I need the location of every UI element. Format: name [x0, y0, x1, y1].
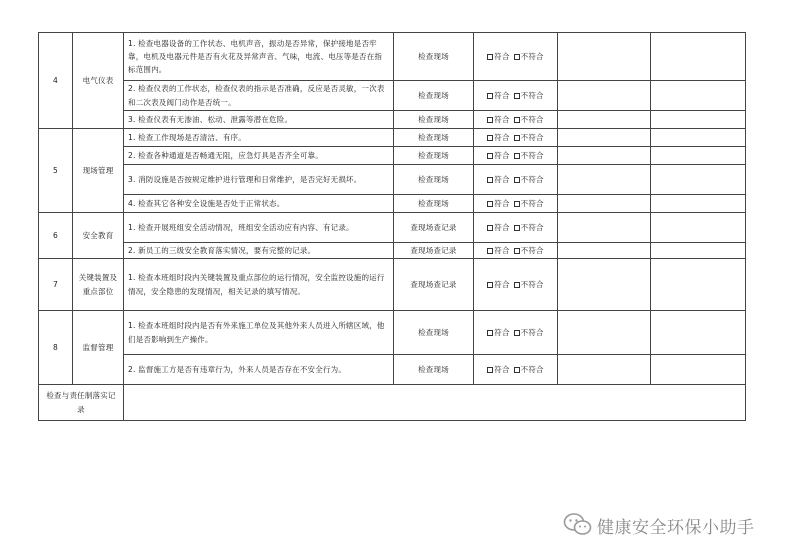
blank-cell[interactable]	[651, 129, 746, 147]
pass-checkbox-icon[interactable]	[487, 135, 493, 141]
pass-label: 符合	[494, 51, 510, 61]
item-number: 8	[39, 311, 73, 385]
check-content: 1. 检查工作现场是否清洁、有序。	[124, 129, 394, 147]
item-project: 关键装置及重点部位	[73, 259, 124, 311]
result-options	[474, 129, 558, 147]
blank-cell[interactable]	[558, 259, 651, 311]
fail-checkbox-icon[interactable]	[514, 135, 520, 141]
blank-cell[interactable]	[558, 147, 651, 165]
result-options	[474, 311, 558, 355]
check-method: 检查现场	[394, 147, 474, 165]
pass-label: 符合	[494, 174, 510, 184]
pass-label: 符合	[494, 222, 510, 232]
fail-label: 不符合	[520, 174, 544, 184]
check-method: 检查现场	[394, 165, 474, 195]
table-row	[39, 259, 746, 311]
pass-checkbox-icon[interactable]	[487, 54, 493, 60]
option-fail[interactable]	[514, 223, 544, 232]
blank-cell[interactable]	[558, 33, 651, 81]
table-row	[39, 355, 746, 385]
option-fail[interactable]	[514, 133, 544, 142]
check-content: 2. 监督施工方是否有违章行为，外来人员是否存在不安全行为。	[124, 355, 394, 385]
check-content: 2. 新员工的三级安全教育落实情况，要有完整的记录。	[124, 243, 394, 259]
option-fail[interactable]	[514, 246, 544, 255]
blank-cell[interactable]	[558, 195, 651, 213]
result-options	[474, 213, 558, 243]
fail-checkbox-icon[interactable]	[514, 248, 520, 254]
option-fail[interactable]	[514, 199, 544, 208]
check-content: 2. 检查各种通道是否畅通无阻，应急灯具是否齐全可靠。	[124, 147, 394, 165]
option-fail[interactable]	[514, 151, 544, 160]
table-row	[39, 311, 746, 355]
fail-checkbox-icon[interactable]	[514, 330, 520, 336]
check-content: 1. 检查本班组时段内是否有外来施工单位及其他外来人员进入所辖区域，他们是否影响到生产操作。	[124, 311, 394, 355]
fail-label: 不符合	[520, 114, 544, 124]
option-fail[interactable]	[514, 365, 544, 374]
blank-cell[interactable]	[558, 213, 651, 243]
check-method: 查现场查记录	[394, 213, 474, 243]
check-method: 查现场查记录	[394, 259, 474, 311]
fail-checkbox-icon[interactable]	[514, 153, 520, 159]
item-number: 4	[39, 33, 73, 129]
check-method: 检查现场	[394, 355, 474, 385]
blank-cell[interactable]	[651, 147, 746, 165]
option-pass[interactable]	[487, 246, 509, 255]
result-options	[474, 165, 558, 195]
item-number: 7	[39, 259, 73, 311]
inspection-table	[38, 32, 746, 421]
check-method: 检查现场	[394, 33, 474, 81]
blank-cell[interactable]	[651, 213, 746, 243]
check-content: 1. 检查本班组时段内关键装置及重点部位的运行情况，安全监控设施的运行情况，安全隐患的发现情况，相关记录的填写情况。	[124, 259, 394, 311]
result-options	[474, 243, 558, 259]
blank-cell[interactable]	[651, 243, 746, 259]
pass-checkbox-icon[interactable]	[487, 367, 493, 373]
fail-checkbox-icon[interactable]	[514, 225, 520, 231]
result-options	[474, 147, 558, 165]
option-fail[interactable]	[514, 175, 544, 184]
option-fail[interactable]	[514, 91, 544, 100]
check-content: 4. 检查其它各种安全设施是否处于正常状态。	[124, 195, 394, 213]
fail-label: 不符合	[520, 198, 544, 208]
option-pass[interactable]	[487, 151, 509, 160]
pass-label: 符合	[494, 90, 510, 100]
fail-checkbox-icon[interactable]	[514, 201, 520, 207]
fail-label: 不符合	[520, 90, 544, 100]
option-pass[interactable]	[487, 115, 509, 124]
result-options	[474, 111, 558, 129]
result-options	[474, 259, 558, 311]
fail-checkbox-icon[interactable]	[514, 117, 520, 123]
pass-label: 符合	[494, 327, 510, 337]
option-fail[interactable]	[514, 328, 544, 337]
watermark	[563, 508, 783, 542]
table-row	[39, 129, 746, 147]
result-options	[474, 355, 558, 385]
option-fail[interactable]	[514, 280, 544, 289]
blank-cell[interactable]	[651, 259, 746, 311]
pass-checkbox-icon[interactable]	[487, 153, 493, 159]
fail-label: 不符合	[520, 150, 544, 160]
fail-checkbox-icon[interactable]	[514, 93, 520, 99]
item-project: 电气仪表	[73, 33, 124, 129]
blank-cell[interactable]	[558, 129, 651, 147]
option-fail[interactable]	[514, 115, 544, 124]
pass-label: 符合	[494, 279, 510, 289]
fail-label: 不符合	[520, 327, 544, 337]
pass-label: 符合	[494, 198, 510, 208]
pass-checkbox-icon[interactable]	[487, 201, 493, 207]
option-pass[interactable]	[487, 280, 509, 289]
fail-label: 不符合	[520, 364, 544, 374]
option-pass[interactable]	[487, 91, 509, 100]
table-row	[39, 243, 746, 259]
check-content: 3. 检查仪表有无渗油、松动、泄露等潜在危险。	[124, 111, 394, 129]
check-method: 检查现场	[394, 111, 474, 129]
check-content: 1. 检查电器设备的工作状态、电机声音，振动是否异常，保护接地是否牢靠，电机及电器元件是否有火花及异常声音、气味，电流、电压等是否在指标范围内。	[124, 33, 394, 81]
blank-cell[interactable]	[558, 165, 651, 195]
blank-cell[interactable]	[651, 165, 746, 195]
pass-checkbox-icon[interactable]	[487, 248, 493, 254]
fail-checkbox-icon[interactable]	[514, 177, 520, 183]
fail-label: 不符合	[520, 222, 544, 232]
pass-checkbox-icon[interactable]	[487, 117, 493, 123]
check-content: 2. 检查仪表的工作状态，检查仪表的指示是否准确，反应是否灵敏，一次表和二次表及阀门动作是否统一。	[124, 81, 394, 111]
blank-cell[interactable]	[651, 33, 746, 81]
option-pass[interactable]	[487, 199, 509, 208]
blank-cell[interactable]	[651, 355, 746, 385]
option-pass[interactable]	[487, 223, 509, 232]
table-row	[39, 33, 746, 81]
pass-checkbox-icon[interactable]	[487, 330, 493, 336]
check-content: 3. 消防设施是否按规定维护进行管理和日常维护，是否完好无损坏。	[124, 165, 394, 195]
blank-cell[interactable]	[558, 243, 651, 259]
blank-cell[interactable]	[558, 81, 651, 111]
table-row	[39, 81, 746, 111]
footer-row	[39, 385, 746, 421]
table-row	[39, 147, 746, 165]
option-pass[interactable]	[487, 365, 509, 374]
result-options	[474, 195, 558, 213]
fail-checkbox-icon[interactable]	[514, 367, 520, 373]
footer-label: 检查与责任制落实记录	[39, 385, 124, 421]
fail-label: 不符合	[520, 245, 544, 255]
fail-label: 不符合	[520, 279, 544, 289]
pass-checkbox-icon[interactable]	[487, 225, 493, 231]
check-method: 查现场查记录	[394, 243, 474, 259]
check-content: 1. 检查开展班组安全活动情况，班组安全活动应有内容、有记录。	[124, 213, 394, 243]
blank-cell[interactable]	[558, 355, 651, 385]
option-pass[interactable]	[487, 175, 509, 184]
blank-cell[interactable]	[558, 111, 651, 129]
result-options	[474, 33, 558, 81]
item-number: 6	[39, 213, 73, 259]
pass-label: 符合	[494, 114, 510, 124]
pass-label: 符合	[494, 150, 510, 160]
table-row	[39, 165, 746, 195]
footer-record-cell[interactable]	[124, 385, 746, 421]
watermark-text: 健康安全环保小助手	[597, 517, 755, 538]
wechat-icon	[563, 512, 593, 538]
pass-checkbox-icon[interactable]	[487, 177, 493, 183]
table-row	[39, 213, 746, 243]
check-method: 检查现场	[394, 311, 474, 355]
pass-label: 符合	[494, 132, 510, 142]
blank-cell[interactable]	[651, 195, 746, 213]
result-options	[474, 81, 558, 111]
item-project: 监督管理	[73, 311, 124, 385]
option-pass[interactable]	[487, 52, 509, 61]
option-pass[interactable]	[487, 328, 509, 337]
fail-label: 不符合	[520, 51, 544, 61]
table-row	[39, 111, 746, 129]
option-pass[interactable]	[487, 133, 509, 142]
check-method: 检查现场	[394, 129, 474, 147]
pass-label: 符合	[494, 245, 510, 255]
table-body	[39, 33, 746, 421]
pass-checkbox-icon[interactable]	[487, 93, 493, 99]
option-fail[interactable]	[514, 52, 544, 61]
check-method: 检查现场	[394, 81, 474, 111]
fail-label: 不符合	[520, 132, 544, 142]
blank-cell[interactable]	[651, 111, 746, 129]
item-project: 安全教育	[73, 213, 124, 259]
pass-label: 符合	[494, 364, 510, 374]
pass-checkbox-icon[interactable]	[487, 282, 493, 288]
fail-checkbox-icon[interactable]	[514, 54, 520, 60]
fail-checkbox-icon[interactable]	[514, 282, 520, 288]
table-row	[39, 195, 746, 213]
item-project: 现场管理	[73, 129, 124, 213]
item-number: 5	[39, 129, 73, 213]
blank-cell[interactable]	[651, 81, 746, 111]
check-method: 检查现场	[394, 195, 474, 213]
blank-cell[interactable]	[558, 311, 651, 355]
blank-cell[interactable]	[651, 311, 746, 355]
